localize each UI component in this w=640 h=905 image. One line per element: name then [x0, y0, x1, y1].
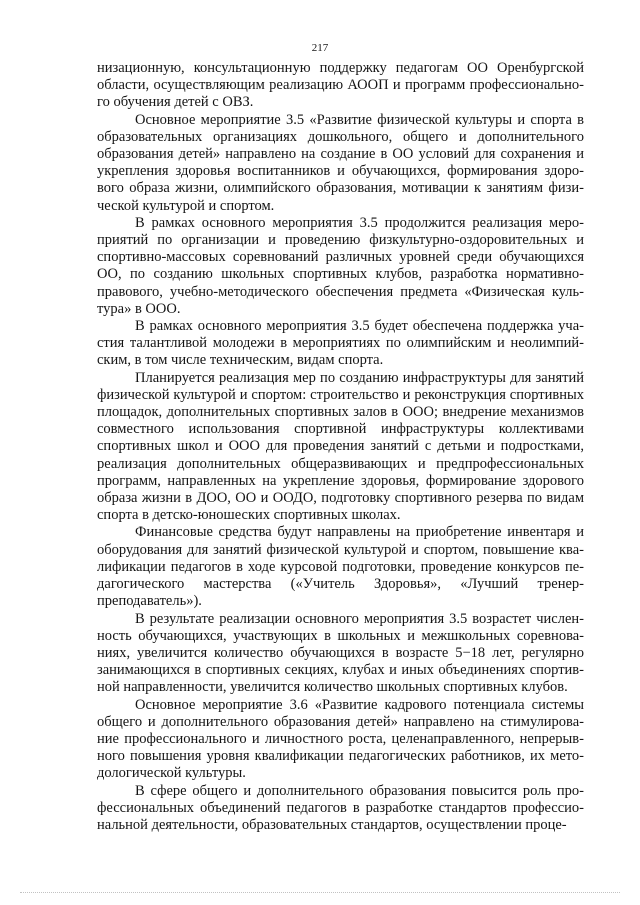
paragraph-3: В рамках основного мероприятия 3.5 продолжится реализация мероприятий по организации и проведению физкультурно-оздоровительных и спортивно-массовых соревнований различных уровней среди обучающихся ОО, по созданию школьных спортивных клубов, разработка нормативно-правового, учебно-методического обеспечения предмета «Физическая культура» в ООО. [97, 214, 584, 317]
paragraph-1: низационную, консультационную поддержку педагогам ОО Оренбургской области, осуществляющим реализацию АООП и программ профессионального обучения детей с ОВЗ. [97, 60, 584, 111]
paragraph-9: В сфере общего и дополнительного образования повысится роль профессиональных объединений педагогов в разработке стандартов профессиональной деятельности, образовательных стандартов, осуществлении проце- [97, 782, 584, 833]
paragraph-2: Основное мероприятие 3.5 «Развитие физической культуры и спорта в образовательных организациях дошкольного, общего и дополнительного образования детей» направлено на создание в ОО условий для сохранения и укрепления здоровья воспитанников и обучающихся, формирования здорового образа жизни, олимпийского образования, мотивации к занятиям физической культурой и спортом. [97, 111, 584, 214]
page-number: 217 [311, 42, 329, 54]
paragraph-5: Планируется реализация мер по созданию инфраструктуры для занятий физической культурой и спортом: строительство и реконструкция спортивных площадок, дополнительных спортивных залов в ООО; внедрение механизмов совместного использования спортивной инфраструктуры коллективами спортивных школ и ООО для проведения занятий с детьми и подростками, реализация дополнительных общеразвивающих и предпрофессиональных программ, направленных на укрепление здоровья, формирование здорового образа жизни в ДОО, ОО и ООДО, подготовку спортивного резерва по видам спорта в детско-юношеских спортивных школах. [97, 369, 584, 524]
paragraph-4: В рамках основного мероприятия 3.5 будет обеспечена поддержка участия талантливой молодежи в мероприятиях по олимпийским и неолимпийским, в том числе техническим, видам спорта. [97, 318, 584, 369]
body-text [97, 60, 584, 834]
paragraph-7: В результате реализации основного мероприятия 3.5 возрастет численность обучающихся, участвующих в школьных и межшкольных соревнованиях, увеличится количество обучающихся в возрасте 5−18 лет, регулярно занимающихся в спортивных секциях, клубах и иных объединениях спортивной направленности, увеличится количество школьных спортивных клубов. [97, 610, 584, 696]
scan-edge-artifact [20, 892, 620, 897]
paragraph-6: Финансовые средства будут направлены на приобретение инвентаря и оборудования для занятий физической культурой и спортом, повышение квалификации педагогов в ходе курсовой подготовки, проведение конкурсов педагогического мастерства («Учитель Здоровья», «Лучший тренер-преподаватель»). [97, 524, 584, 610]
paragraph-8: Основное мероприятие 3.6 «Развитие кадрового потенциала системы общего и дополнительного образования детей» направлено на стимулирование профессионального и личностного роста, целенаправленного, непрерывного повышения уровня квалификации педагогических работников, их методологической культуры. [97, 696, 584, 782]
